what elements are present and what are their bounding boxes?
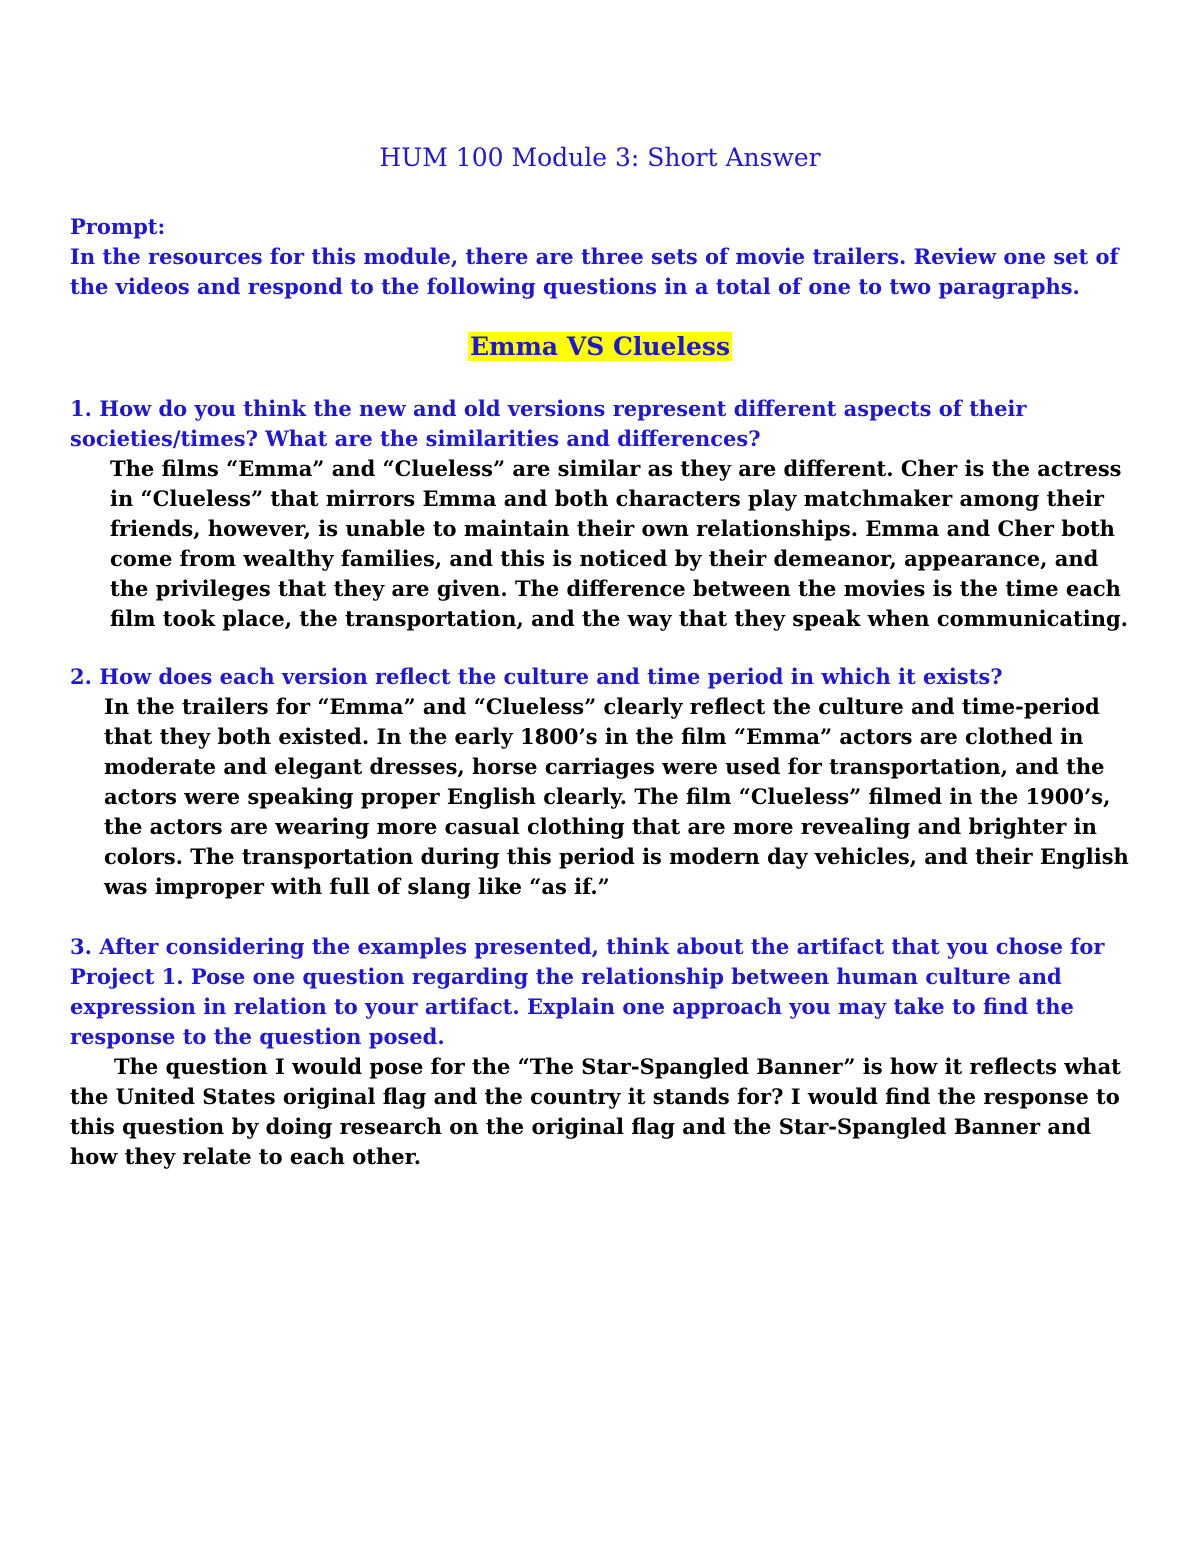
answer-3: The question I would pose for the “The Star-Spangled Banner” is how it reflects what the United States original flag and the country it stands for? I would find the response to this question by doing research on the original flag and the Star-Spangled Banner and how they relate to each other. [70, 1054, 1121, 1169]
question-1 [70, 394, 1140, 454]
question-text: How does each version reflect the culture and time period in which it exists? [99, 664, 1003, 689]
question-number: 2. [70, 664, 92, 689]
question-3 [70, 932, 1140, 1052]
answer-1: The films “Emma” and “Clueless” are similar as they are different. Cher is the actress in “Clueless” that mirrors Emma and both characters play matchmaker among their friends, however, is unable to maintain their own relationships. Emma and Cher both come from wealthy families, and this is noticed by their demeanor, appearance, and the privileges that they are given. The difference between the movies is the time each film took place, the transportation, and the way that they speak when communicating. [110, 456, 1128, 631]
question-number: 3. [70, 934, 92, 959]
question-number: 1. [70, 396, 92, 421]
document-title: HUM 100 Module 3: Short Answer [379, 143, 821, 172]
question-block-1 [70, 394, 1140, 634]
prompt-label: Prompt: [70, 214, 166, 239]
prompt-text: In the resources for this module, there are three sets of movie trailers. Review one set of the videos and respond to the following questions in a total of one to two paragraphs. [70, 244, 1119, 299]
question-2 [70, 662, 1140, 692]
question-block-3 [70, 932, 1140, 1172]
section-heading-wrap [0, 330, 1200, 364]
section-heading: Emma VS Clueless [469, 332, 731, 361]
answer-2: In the trailers for “Emma” and “Clueless” clearly reflect the culture and time-period that they both existed. In the early 1800’s in the film “Emma” actors are clothed in moderate and elegant dresses, horse carriages were used for transportation, and the actors were speaking proper English clearly. The film “Clueless” filmed in the 1900’s, the actors are wearing more casual clothing that are more revealing and brighter in colors. The transportation during this period is modern day vehicles, and their English was improper with full of slang like “as if.” [104, 694, 1129, 899]
prompt-block [70, 212, 1140, 302]
question-text: After considering the examples presented, think about the artifact that you chose for Project 1. Pose one question regarding the relationship between human culture and expression in relation to your artifact. Explain one approach you may take to find the response to the question posed. [70, 934, 1105, 1049]
question-text: How do you think the new and old versions represent different aspects of their societies/times? What are the similarities and differences? [70, 396, 1027, 451]
question-block-2 [70, 662, 1140, 902]
